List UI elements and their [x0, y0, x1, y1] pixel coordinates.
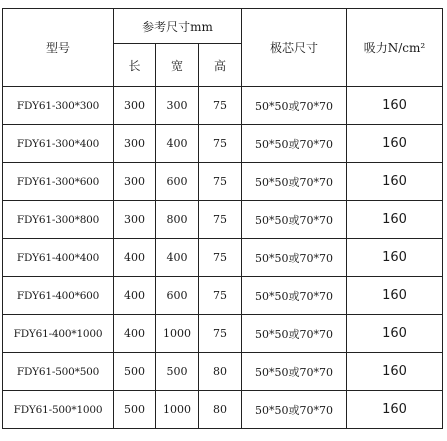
cell-model: FDY61-300*300 — [3, 87, 114, 125]
cell-pole-size: 50*50或70*70 — [242, 353, 347, 391]
table-row — [3, 201, 443, 239]
cell-width: 1000 — [156, 391, 199, 429]
spec-table — [2, 8, 443, 429]
cell-width: 800 — [156, 201, 199, 239]
cell-width: 600 — [156, 163, 199, 201]
cell-pole-size: 50*50或70*70 — [242, 125, 347, 163]
cell-pole-size: 50*50或70*70 — [242, 391, 347, 429]
table-row — [3, 353, 443, 391]
cell-height: 75 — [199, 125, 242, 163]
cell-pole-size: 50*50或70*70 — [242, 239, 347, 277]
cell-suction: 160 — [347, 315, 443, 353]
cell-suction: 160 — [347, 239, 443, 277]
cell-length: 400 — [114, 315, 156, 353]
cell-suction: 160 — [347, 353, 443, 391]
cell-length: 300 — [114, 163, 156, 201]
cell-model: FDY61-500*500 — [3, 353, 114, 391]
cell-height: 75 — [199, 239, 242, 277]
cell-length: 300 — [114, 201, 156, 239]
cell-suction: 160 — [347, 87, 443, 125]
cell-length: 500 — [114, 353, 156, 391]
header-length: 长 — [114, 44, 156, 87]
cell-height: 75 — [199, 277, 242, 315]
cell-pole-size: 50*50或70*70 — [242, 201, 347, 239]
cell-suction: 160 — [347, 125, 443, 163]
cell-pole-size: 50*50或70*70 — [242, 87, 347, 125]
cell-width: 400 — [156, 125, 199, 163]
cell-height: 80 — [199, 353, 242, 391]
cell-length: 300 — [114, 87, 156, 125]
cell-height: 75 — [199, 315, 242, 353]
table-row — [3, 277, 443, 315]
cell-length: 400 — [114, 277, 156, 315]
cell-length: 500 — [114, 391, 156, 429]
table-row — [3, 87, 443, 125]
cell-suction: 160 — [347, 163, 443, 201]
header-model: 型号 — [3, 9, 114, 87]
cell-pole-size: 50*50或70*70 — [242, 277, 347, 315]
cell-width: 300 — [156, 87, 199, 125]
cell-height: 75 — [199, 201, 242, 239]
cell-suction: 160 — [347, 201, 443, 239]
cell-model: FDY61-300*600 — [3, 163, 114, 201]
cell-model: FDY61-500*1000 — [3, 391, 114, 429]
cell-width: 500 — [156, 353, 199, 391]
cell-model: FDY61-300*400 — [3, 125, 114, 163]
cell-model: FDY61-300*800 — [3, 201, 114, 239]
cell-model: FDY61-400*1000 — [3, 315, 114, 353]
cell-height: 75 — [199, 163, 242, 201]
table-row — [3, 239, 443, 277]
cell-width: 600 — [156, 277, 199, 315]
cell-width: 400 — [156, 239, 199, 277]
table-body — [3, 87, 443, 429]
cell-width: 1000 — [156, 315, 199, 353]
header-width: 宽 — [156, 44, 199, 87]
cell-suction: 160 — [347, 391, 443, 429]
cell-pole-size: 50*50或70*70 — [242, 315, 347, 353]
header-ref-size: 参考尺寸mm — [114, 9, 242, 44]
cell-length: 300 — [114, 125, 156, 163]
cell-height: 75 — [199, 87, 242, 125]
table-row — [3, 163, 443, 201]
table-row — [3, 315, 443, 353]
header-height: 高 — [199, 44, 242, 87]
cell-length: 400 — [114, 239, 156, 277]
header-pole-size: 极芯尺寸 — [242, 9, 347, 87]
header-suction: 吸力N/cm² — [347, 9, 443, 87]
cell-height: 80 — [199, 391, 242, 429]
cell-model: FDY61-400*600 — [3, 277, 114, 315]
table-row — [3, 391, 443, 429]
cell-model: FDY61-400*400 — [3, 239, 114, 277]
table-row — [3, 125, 443, 163]
cell-suction: 160 — [347, 277, 443, 315]
cell-pole-size: 50*50或70*70 — [242, 163, 347, 201]
